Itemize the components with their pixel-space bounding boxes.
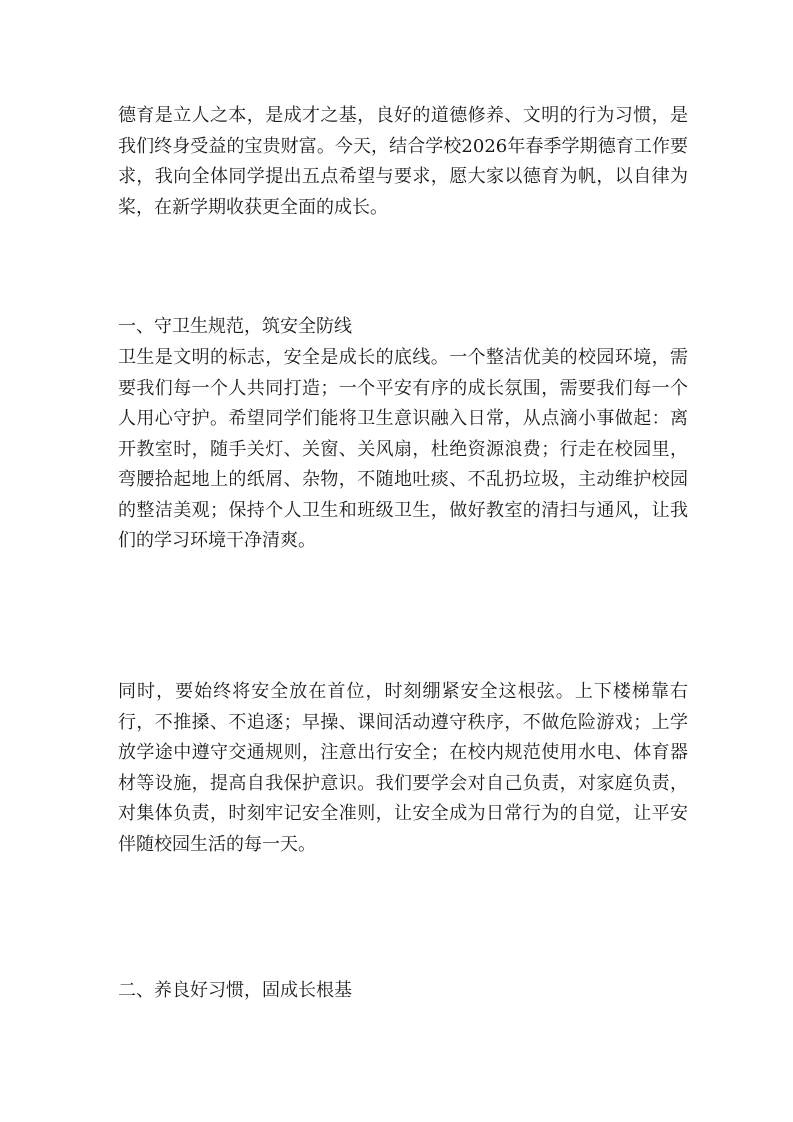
intro-paragraph xyxy=(118,101,688,223)
section-1-paragraph-2-text: 同时，要始终将安全放在首位，时刻绷紧安全这根弦。上下楼梯靠右行，不推搡、不追逐；早操、课间活动遵守秩序，不做危险游戏；上学放学途中遵守交通规则，注意出行安全；在校内规范使用水电、体育器材等设施，提高自我保护意识。我们要学会对自己负责，对家庭负责，对集体负责，时刻牢记安全准则，让安全成为日常行为的自觉，让平安伴随校园生活的每一天。 xyxy=(118,681,688,855)
section-1-heading: 一、守卫生规范，筑安全防线 xyxy=(118,316,352,337)
section-1-paragraph-1 xyxy=(118,343,688,557)
section-2-heading: 二、养良好习惯，固成长根基 xyxy=(118,980,352,1001)
intro-text: 德育是立人之本，是成才之基，良好的道德修养、文明的行为习惯，是我们终身受益的宝贵财富。今天，结合学校2026年春季学期德育工作要求，我向全体同学提出五点希望与要求，愿大家以德育为帆，以自律为桨，在新学期收获更全面的成长。 xyxy=(118,105,688,218)
section-1-paragraph-1-text: 卫生是文明的标志，安全是成长的底线。一个整洁优美的校园环境，需要我们每一个人共同打造；一个平安有序的成长氛围，需要我们每一个人用心守护。希望同学们能将卫生意识融入日常，从点滴小事做起：离开教室时，随手关灯、关窗、关风扇，杜绝资源浪费；行走在校园里，弯腰拾起地上的纸屑、杂物，不随地吐痰、不乱扔垃圾，主动维护校园的整洁美观；保持个人卫生和班级卫生，做好教室的清扫与通风，让我们的学习环境干净清爽。 xyxy=(118,347,688,551)
section-1-paragraph-2 xyxy=(118,677,688,860)
